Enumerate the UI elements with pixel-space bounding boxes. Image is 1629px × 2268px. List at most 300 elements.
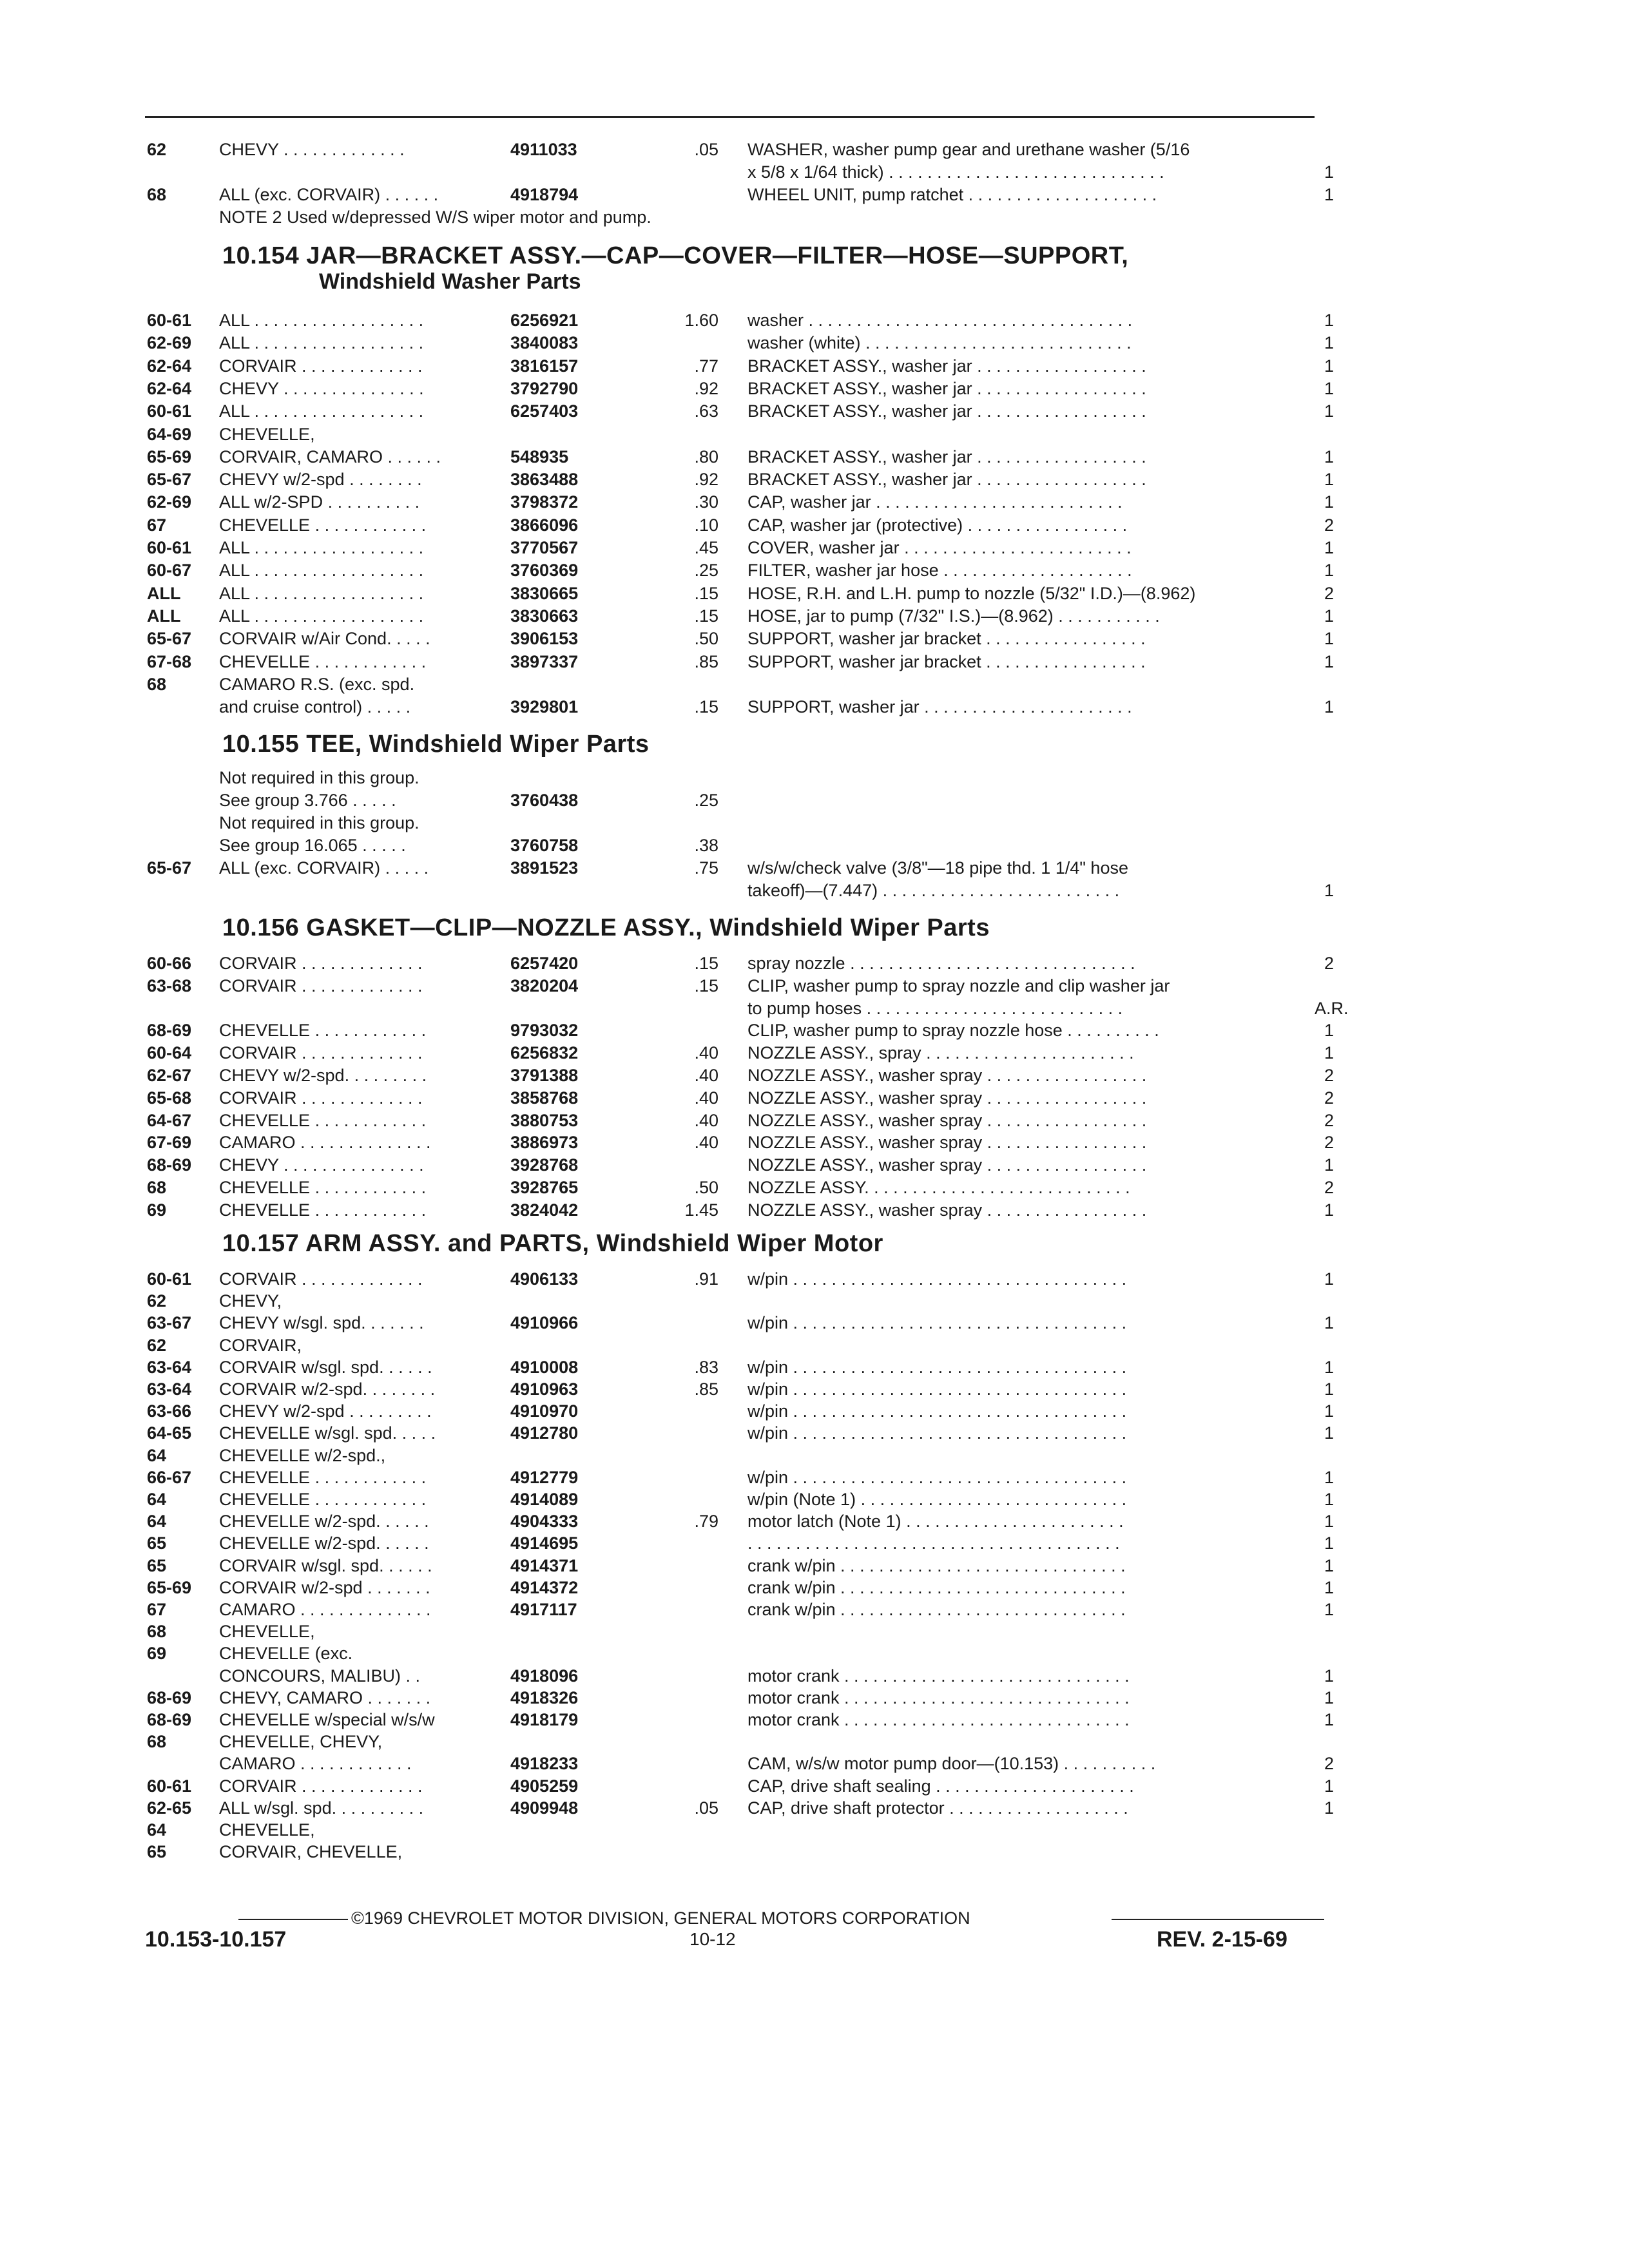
quantity: 1 — [1324, 1021, 1334, 1041]
quantity: 1 — [1324, 185, 1334, 204]
parts-row — [0, 651, 1629, 673]
parts-row — [0, 1312, 1629, 1334]
model-year: 64-69 — [147, 424, 192, 444]
description: w/pin . . . . . . . . . . . . . . . . . . . . . . . . . . . . . . . . . . . — [747, 1379, 1127, 1399]
model-year: 62-69 — [147, 492, 192, 512]
part-number: 6256832 — [510, 1043, 579, 1063]
model-year: 62 — [147, 1335, 167, 1355]
model: CORVAIR, CHEVELLE, — [219, 1842, 403, 1862]
part-number: 3906153 — [510, 629, 579, 649]
description: COVER, washer jar . . . . . . . . . . . . . . . . . . . . . . . . — [747, 538, 1132, 557]
parts-row — [0, 1131, 1629, 1153]
part-number: 3886973 — [510, 1133, 579, 1153]
footer-section-range: 10.153-10.157 — [145, 1927, 287, 1952]
description: takeoff)—(7.447) . . . . . . . . . . . . . . . . . . . . . . . . . — [747, 881, 1120, 900]
quantity: 1 — [1324, 1710, 1334, 1729]
model: CHEVELLE, — [219, 424, 315, 444]
quantity: 1 — [1324, 561, 1334, 581]
price: .63 — [694, 401, 718, 421]
parts-row — [0, 468, 1629, 490]
parts-row — [0, 355, 1629, 377]
price: .05 — [694, 140, 718, 159]
part-number: 4910966 — [510, 1313, 579, 1333]
parts-row — [0, 975, 1629, 997]
price: .40 — [694, 1088, 718, 1108]
description: w/pin . . . . . . . . . . . . . . . . . . . . . . . . . . . . . . . . . . . — [747, 1357, 1127, 1377]
model: ALL . . . . . . . . . . . . . . . . . . — [219, 311, 424, 330]
part-number: 3928768 — [510, 1155, 579, 1175]
description: NOZZLE ASSY. . . . . . . . . . . . . . . . . . . . . . . . . . . . — [747, 1178, 1130, 1197]
parts-row — [0, 789, 1629, 811]
part-number: 3760369 — [510, 561, 579, 581]
quantity: 1 — [1324, 538, 1334, 557]
description: motor latch (Note 1) . . . . . . . . . . . . . . . . . . . . . . . — [747, 1512, 1124, 1532]
quantity: 1 — [1324, 1600, 1334, 1619]
price: .15 — [694, 583, 718, 603]
price: .50 — [694, 1178, 718, 1197]
model-year: 68 — [147, 1622, 167, 1642]
part-number: 4912779 — [510, 1467, 579, 1487]
price: .45 — [694, 538, 718, 557]
model-year: 64 — [147, 1820, 167, 1840]
part-number: 4905259 — [510, 1776, 579, 1796]
description: CAM, w/s/w motor pump door—(10.153) . . . . . . . . . . — [747, 1754, 1156, 1774]
parts-row — [0, 1400, 1629, 1422]
parts-row — [0, 1510, 1629, 1532]
part-number: 4918233 — [510, 1754, 579, 1774]
price: .15 — [694, 606, 718, 626]
parts-row — [0, 582, 1629, 604]
model-year: 67-69 — [147, 1133, 192, 1153]
quantity: 2 — [1324, 583, 1334, 603]
model-year: 68 — [147, 1178, 167, 1197]
footer-revision: REV. 2-15-69 — [1157, 1927, 1287, 1952]
description: NOZZLE ASSY., washer spray . . . . . . . . . . . . . . . . . — [747, 1155, 1147, 1175]
description: to pump hoses . . . . . . . . . . . . . . . . . . . . . . . . . . . — [747, 998, 1123, 1018]
model-year: 65-67 — [147, 858, 192, 878]
model-year: 64 — [147, 1490, 167, 1509]
model-year: 62 — [147, 140, 167, 159]
model: CHEVELLE . . . . . . . . . . . . — [219, 1490, 427, 1509]
parts-row — [0, 514, 1629, 536]
quantity: 1 — [1324, 1798, 1334, 1818]
model-year: 60-66 — [147, 954, 192, 973]
price: .15 — [694, 697, 718, 717]
model-year: 68-69 — [147, 1687, 192, 1707]
price: .05 — [694, 1798, 718, 1818]
model: CHEVELLE, — [219, 1622, 315, 1642]
quantity: 2 — [1324, 1088, 1334, 1108]
parts-row — [0, 537, 1629, 559]
quantity: 1 — [1324, 1401, 1334, 1421]
model-year: 60-61 — [147, 538, 192, 557]
parts-row — [0, 1532, 1629, 1554]
model-year: 60-61 — [147, 1269, 192, 1289]
description: CAP, washer jar . . . . . . . . . . . . . . . . . . . . . . . . . . — [747, 492, 1123, 512]
model: CHEVY w/2-spd. . . . . . . . . — [219, 1066, 427, 1085]
quantity: 1 — [1324, 1379, 1334, 1399]
model-year: 63-66 — [147, 1401, 192, 1421]
model: CHEVY w/2-spd . . . . . . . . — [219, 470, 422, 490]
part-number: 3929801 — [510, 697, 579, 717]
model: CHEVELLE w/sgl. spd. . . . . — [219, 1423, 436, 1443]
part-number: 3798372 — [510, 492, 579, 512]
model-year: 65-69 — [147, 1577, 192, 1597]
model: CORVAIR w/sgl. spd. . . . . . — [219, 1357, 432, 1377]
part-number: 6257420 — [510, 954, 579, 973]
price: .50 — [694, 629, 718, 649]
model: CHEVELLE . . . . . . . . . . . . — [219, 1021, 427, 1041]
description: WHEEL UNIT, pump ratchet . . . . . . . . . . . . . . . . . . . . — [747, 185, 1157, 204]
parts-row — [0, 1753, 1629, 1774]
parts-row — [0, 834, 1629, 856]
quantity: 1 — [1324, 1776, 1334, 1796]
model: ALL (exc. CORVAIR) . . . . . . — [219, 185, 439, 204]
description: w/pin . . . . . . . . . . . . . . . . . . . . . . . . . . . . . . . . . . . — [747, 1467, 1127, 1487]
description: motor crank . . . . . . . . . . . . . . . . . . . . . . . . . . . . . . — [747, 1666, 1130, 1686]
quantity: 1 — [1324, 697, 1334, 717]
price: .38 — [694, 836, 718, 855]
section-title-10-156: 10.156 GASKET—CLIP—NOZZLE ASSY., Windshield Wiper Parts — [222, 914, 990, 941]
model: ALL w/2-SPD . . . . . . . . . . — [219, 492, 420, 512]
description: BRACKET ASSY., washer jar . . . . . . . . . . . . . . . . . . — [747, 378, 1146, 398]
quantity: 1 — [1324, 881, 1334, 900]
model: CORVAIR w/2-spd . . . . . . . — [219, 1577, 430, 1597]
parts-row — [0, 1378, 1629, 1400]
description: NOZZLE ASSY., washer spray . . . . . . . . . . . . . . . . . — [747, 1200, 1147, 1220]
parts-row — [0, 1042, 1629, 1064]
parts-row — [0, 400, 1629, 422]
description: w/pin . . . . . . . . . . . . . . . . . . . . . . . . . . . . . . . . . . . — [747, 1423, 1127, 1443]
model-year: 62-69 — [147, 333, 192, 353]
part-number: 4918179 — [510, 1710, 579, 1729]
model-year: 60-61 — [147, 401, 192, 421]
model: CHEVY w/2-spd . . . . . . . . . — [219, 1401, 432, 1421]
parts-row — [0, 696, 1629, 718]
quantity: 2 — [1324, 515, 1334, 535]
price: .40 — [694, 1133, 718, 1153]
parts-row — [0, 628, 1629, 649]
model-year: 62 — [147, 1291, 167, 1311]
parts-row — [0, 1356, 1629, 1378]
section-title-10-157: 10.157 ARM ASSY. and PARTS, Windshield Wiper Motor — [222, 1230, 883, 1257]
model: CHEVY w/sgl. spd. . . . . . . — [219, 1313, 424, 1333]
parts-row — [0, 1334, 1629, 1356]
part-number: 4909948 — [510, 1798, 579, 1818]
price: .92 — [694, 470, 718, 490]
part-number: 3863488 — [510, 470, 579, 490]
part-number: 4914372 — [510, 1577, 579, 1597]
quantity: 1 — [1324, 1687, 1334, 1707]
parts-row — [0, 1841, 1629, 1863]
parts-row — [0, 1445, 1629, 1466]
model: CHEVELLE w/2-spd. . . . . . — [219, 1533, 429, 1553]
description: washer . . . . . . . . . . . . . . . . . . . . . . . . . . . . . . . . . . — [747, 311, 1133, 330]
description: CLIP, washer pump to spray nozzle and clip washer jar — [747, 975, 1170, 995]
part-number: 4918096 — [510, 1666, 579, 1686]
quantity: 2 — [1324, 1066, 1334, 1085]
description: NOZZLE ASSY., washer spray . . . . . . . . . . . . . . . . . — [747, 1088, 1147, 1108]
part-number: 3891523 — [510, 858, 579, 878]
parts-row — [0, 1797, 1629, 1819]
model: CORVAIR . . . . . . . . . . . . . — [219, 975, 423, 995]
parts-row — [0, 423, 1629, 445]
model: ALL . . . . . . . . . . . . . . . . . . — [219, 583, 424, 603]
top-rule — [145, 116, 1315, 118]
quantity: 1 — [1324, 311, 1334, 330]
parts-row — [0, 1819, 1629, 1841]
model-year: 60-61 — [147, 311, 192, 330]
part-number: 4912780 — [510, 1423, 579, 1443]
parts-row — [0, 1665, 1629, 1687]
model: CHEVELLE . . . . . . . . . . . . — [219, 651, 427, 671]
model: Not required in this group. — [219, 813, 419, 832]
description: BRACKET ASSY., washer jar . . . . . . . . . . . . . . . . . . — [747, 447, 1146, 466]
parts-row — [0, 1177, 1629, 1198]
part-number: 4914089 — [510, 1490, 579, 1509]
quantity: 1 — [1324, 1467, 1334, 1487]
part-number: 3760438 — [510, 791, 579, 810]
parts-row — [0, 1709, 1629, 1731]
model-year: 69 — [147, 1200, 167, 1220]
price: .91 — [694, 1269, 718, 1289]
parts-row — [0, 1422, 1629, 1444]
parts-row — [0, 491, 1629, 513]
model-year: 68-69 — [147, 1155, 192, 1175]
part-number: 3858768 — [510, 1088, 579, 1108]
description: spray nozzle . . . . . . . . . . . . . . . . . . . . . . . . . . . . . . — [747, 954, 1135, 973]
model: CHEVELLE . . . . . . . . . . . . — [219, 1110, 427, 1130]
model: CHEVY . . . . . . . . . . . . . . . — [219, 378, 424, 398]
section-title-10-154: 10.154 JAR—BRACKET ASSY.—CAP—COVER—FILTER—HOSE—SUPPORT, — [222, 242, 1129, 269]
part-number: 3820204 — [510, 975, 579, 995]
description: w/pin . . . . . . . . . . . . . . . . . . . . . . . . . . . . . . . . . . . — [747, 1401, 1127, 1421]
part-number: 3880753 — [510, 1110, 579, 1130]
parts-row — [0, 952, 1629, 974]
parts-row — [0, 1620, 1629, 1642]
model: CHEVELLE, — [219, 1820, 315, 1840]
model: CHEVELLE, CHEVY, — [219, 1732, 383, 1752]
parts-row — [0, 161, 1629, 183]
description: HOSE, R.H. and L.H. pump to nozzle (5/32" I.D.)—(8.962) — [747, 583, 1196, 603]
model: CORVAIR . . . . . . . . . . . . . — [219, 954, 423, 973]
parts-row — [0, 1019, 1629, 1041]
model-year: 65 — [147, 1555, 167, 1575]
model: CORVAIR w/sgl. spd. . . . . . — [219, 1555, 432, 1575]
quantity: 1 — [1324, 162, 1334, 182]
note-2: NOTE 2 Used w/depressed W/S wiper motor and pump. — [219, 207, 651, 227]
model: CHEVY . . . . . . . . . . . . . . . — [219, 1155, 424, 1175]
parts-row — [0, 1642, 1629, 1664]
quantity: 2 — [1324, 1178, 1334, 1197]
parts-row — [0, 1087, 1629, 1109]
part-number: 3770567 — [510, 538, 579, 557]
model: CHEVELLE . . . . . . . . . . . . — [219, 1178, 427, 1197]
model-year: 69 — [147, 1644, 167, 1664]
model: CHEVY, — [219, 1291, 282, 1311]
model-year: 66-67 — [147, 1467, 192, 1487]
model: See group 16.065 . . . . . — [219, 836, 406, 855]
model-year: 63-68 — [147, 975, 192, 995]
model-year: 67 — [147, 515, 167, 535]
quantity: 2 — [1324, 1133, 1334, 1153]
model: ALL . . . . . . . . . . . . . . . . . . — [219, 401, 424, 421]
quantity: 1 — [1324, 447, 1334, 466]
price: .92 — [694, 378, 718, 398]
quantity: 1 — [1324, 1533, 1334, 1553]
quantity: 1 — [1324, 1043, 1334, 1063]
part-number: 9793032 — [510, 1021, 579, 1041]
model: Not required in this group. — [219, 768, 419, 787]
model-year: 64-67 — [147, 1110, 192, 1130]
parts-row — [0, 559, 1629, 581]
quantity: 1 — [1324, 1357, 1334, 1377]
model-year: 68 — [147, 185, 167, 204]
parts-row — [0, 605, 1629, 627]
price: .40 — [694, 1066, 718, 1085]
model-year: 60-67 — [147, 561, 192, 581]
quantity: 1 — [1324, 333, 1334, 353]
parts-row — [0, 139, 1629, 160]
price: .77 — [694, 356, 718, 376]
section-subtitle-10-154: Windshield Washer Parts — [319, 269, 581, 294]
model: CHEVELLE w/special w/s/w — [219, 1710, 435, 1729]
model: CAMARO . . . . . . . . . . . . . . — [219, 1600, 431, 1619]
model-year: 64 — [147, 1445, 167, 1465]
description: SUPPORT, washer jar . . . . . . . . . . . . . . . . . . . . . . — [747, 697, 1132, 717]
model-year: 68 — [147, 1732, 167, 1752]
model-year: 60-64 — [147, 1043, 192, 1063]
model-year: 62-67 — [147, 1066, 192, 1085]
model-year: 64-65 — [147, 1423, 192, 1443]
model: CAMARO R.S. (exc. spd. — [219, 674, 415, 694]
part-number: 3840083 — [510, 333, 579, 353]
parts-row — [0, 309, 1629, 331]
model: CHEVELLE (exc. — [219, 1644, 353, 1664]
model: ALL . . . . . . . . . . . . . . . . . . — [219, 333, 424, 353]
description: motor crank . . . . . . . . . . . . . . . . . . . . . . . . . . . . . . — [747, 1687, 1130, 1707]
description: SUPPORT, washer jar bracket . . . . . . . . . . . . . . . . . — [747, 651, 1146, 671]
parts-row — [0, 997, 1629, 1019]
part-number: 3897337 — [510, 651, 579, 671]
price: .40 — [694, 1110, 718, 1130]
quantity: 2 — [1324, 1754, 1334, 1774]
description: washer (white) . . . . . . . . . . . . . . . . . . . . . . . . . . . . — [747, 333, 1132, 353]
model-year: 65 — [147, 1842, 167, 1862]
model-year: 63-64 — [147, 1357, 192, 1377]
quantity: 1 — [1324, 356, 1334, 376]
part-number: 6257403 — [510, 401, 579, 421]
model-year: 60-61 — [147, 1776, 192, 1796]
parts-row — [0, 767, 1629, 789]
price: .15 — [694, 975, 718, 995]
price: .79 — [694, 1512, 718, 1532]
model: CHEVELLE . . . . . . . . . . . . — [219, 1467, 427, 1487]
description: SUPPORT, washer jar bracket . . . . . . . . . . . . . . . . . — [747, 629, 1146, 649]
model-year: 62-64 — [147, 378, 192, 398]
model: CORVAIR . . . . . . . . . . . . . — [219, 1269, 423, 1289]
quantity: 1 — [1324, 1155, 1334, 1175]
model: CORVAIR w/2-spd. . . . . . . . — [219, 1379, 436, 1399]
quantity: A.R. — [1315, 998, 1349, 1018]
part-number: 3866096 — [510, 515, 579, 535]
model: See group 3.766 . . . . . — [219, 791, 396, 810]
parts-row — [0, 184, 1629, 206]
quantity: 1 — [1324, 378, 1334, 398]
description: CAP, drive shaft protector . . . . . . . . . . . . . . . . . . . — [747, 1798, 1128, 1818]
parts-row — [0, 1064, 1629, 1086]
part-number: 4914371 — [510, 1555, 579, 1575]
model-year: 68-69 — [147, 1021, 192, 1041]
parts-row — [0, 1110, 1629, 1131]
parts-row — [0, 332, 1629, 354]
parts-row — [0, 673, 1629, 695]
part-number: 4904333 — [510, 1512, 579, 1532]
model: ALL (exc. CORVAIR) . . . . . — [219, 858, 429, 878]
model: ALL w/sgl. spd. . . . . . . . . . — [219, 1798, 424, 1818]
model: CORVAIR . . . . . . . . . . . . . — [219, 1776, 423, 1796]
parts-row — [0, 857, 1629, 879]
model: CAMARO . . . . . . . . . . . . — [219, 1754, 412, 1774]
price: .85 — [694, 651, 718, 671]
quantity: 1 — [1324, 401, 1334, 421]
price: 1.60 — [684, 311, 718, 330]
description: NOZZLE ASSY., spray . . . . . . . . . . . . . . . . . . . . . . — [747, 1043, 1134, 1063]
price: .80 — [694, 447, 718, 466]
part-number: 3791388 — [510, 1066, 579, 1085]
parts-row — [0, 1555, 1629, 1577]
part-number: 3760758 — [510, 836, 579, 855]
description: CLIP, washer pump to spray nozzle hose . . . . . . . . . . — [747, 1021, 1159, 1041]
part-number: 3830665 — [510, 583, 579, 603]
footer-rule-left — [238, 1919, 348, 1920]
parts-row — [0, 446, 1629, 468]
model: CORVAIR, CAMARO . . . . . . — [219, 447, 441, 466]
quantity: 1 — [1324, 1666, 1334, 1686]
model: ALL . . . . . . . . . . . . . . . . . . — [219, 606, 424, 626]
model-year: 65-69 — [147, 447, 192, 466]
model-year: 65-67 — [147, 629, 192, 649]
quantity: 1 — [1324, 1200, 1334, 1220]
price: .85 — [694, 1379, 718, 1399]
parts-row — [0, 1577, 1629, 1599]
quantity: 1 — [1324, 1490, 1334, 1509]
parts-row — [0, 1488, 1629, 1510]
model: ALL . . . . . . . . . . . . . . . . . . — [219, 561, 424, 581]
price: .83 — [694, 1357, 718, 1377]
description: CAP, washer jar (protective) . . . . . . . . . . . . . . . . . — [747, 515, 1128, 535]
model: CHEVY . . . . . . . . . . . . . — [219, 140, 405, 159]
part-number: 3816157 — [510, 356, 579, 376]
description: crank w/pin . . . . . . . . . . . . . . . . . . . . . . . . . . . . . . — [747, 1555, 1126, 1575]
description: NOZZLE ASSY., washer spray . . . . . . . . . . . . . . . . . — [747, 1110, 1147, 1130]
parts-row — [0, 1466, 1629, 1488]
description: CAP, drive shaft sealing . . . . . . . . . . . . . . . . . . . . . — [747, 1776, 1134, 1796]
model: CONCOURS, MALIBU) . . — [219, 1666, 421, 1686]
part-number: 4910970 — [510, 1401, 579, 1421]
model: CAMARO . . . . . . . . . . . . . . — [219, 1133, 431, 1153]
quantity: 2 — [1324, 1110, 1334, 1130]
price: .15 — [694, 954, 718, 973]
part-number: 4910008 — [510, 1357, 579, 1377]
part-number: 4910963 — [510, 1379, 579, 1399]
model: CORVAIR . . . . . . . . . . . . . — [219, 1088, 423, 1108]
model: CHEVELLE w/2-spd., — [219, 1445, 386, 1465]
model-year: 68-69 — [147, 1710, 192, 1729]
description: NOZZLE ASSY., washer spray . . . . . . . . . . . . . . . . . — [747, 1133, 1147, 1153]
parts-row — [0, 378, 1629, 399]
description: NOZZLE ASSY., washer spray . . . . . . . . . . . . . . . . . — [747, 1066, 1147, 1085]
